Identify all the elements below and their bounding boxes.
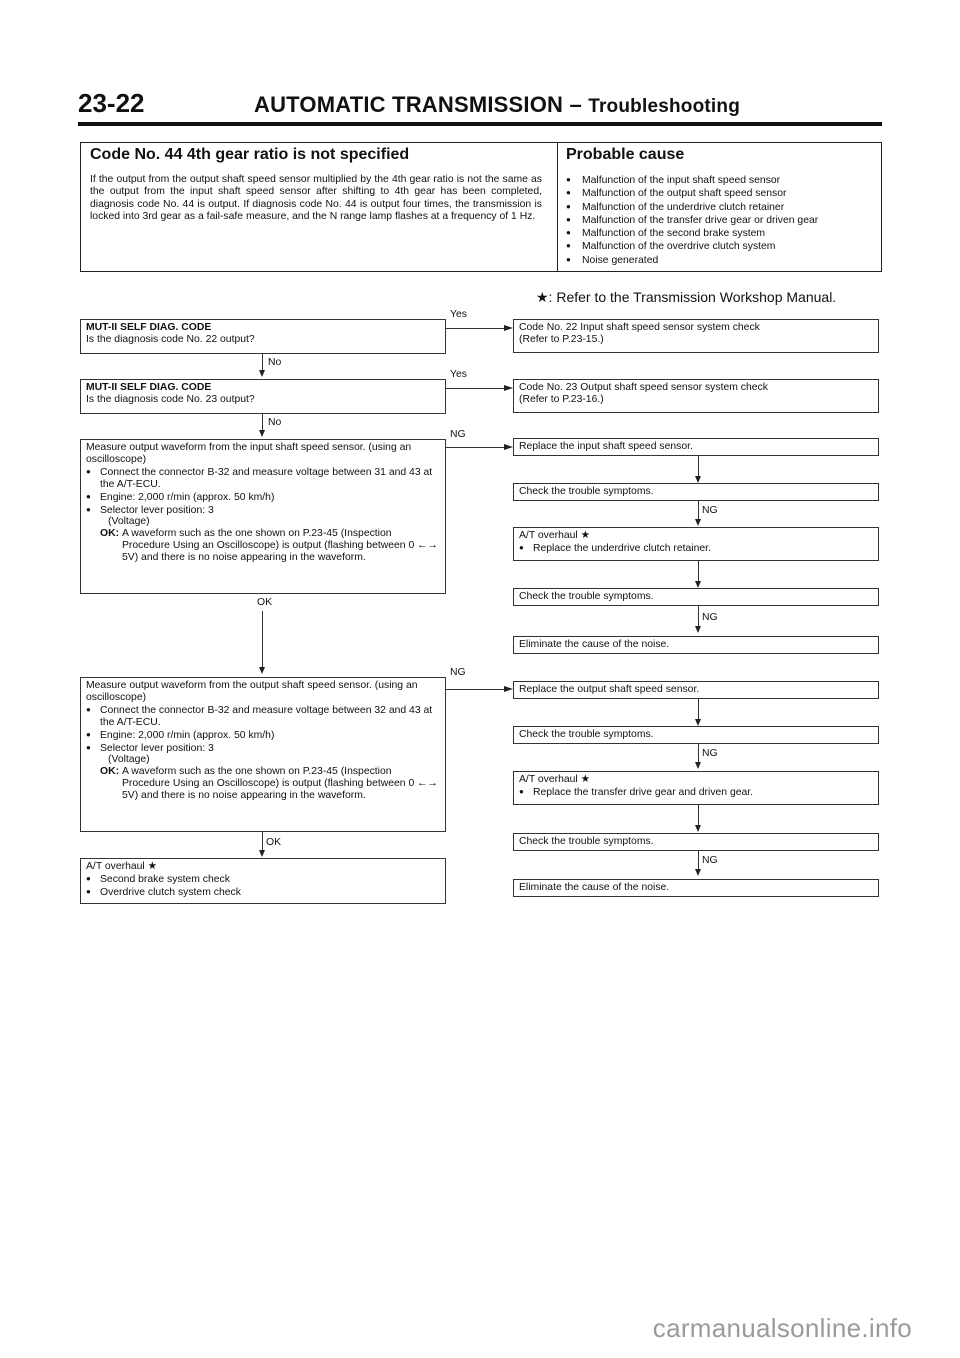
overhaul-item: ● Replace the transfer drive gear and driven gear. <box>519 786 873 799</box>
cause-item: ● Malfunction of the overdrive clutch system <box>566 240 878 253</box>
yes-label: Yes <box>450 369 467 380</box>
step4-ok-text: A waveform such as the one shown on P.23-45 (Inspection Procedure Using an Oscilloscope) is output (flashing between 0 ←→ 5V) and there is no noise appearing in the waveform. <box>122 766 438 802</box>
connector <box>446 388 506 389</box>
arrow-right-icon <box>504 686 513 692</box>
arrow-right-icon <box>504 325 513 331</box>
cause-item: ● Malfunction of the transfer drive gear or driven gear <box>566 214 878 227</box>
probable-cause-title: Probable cause <box>566 146 685 163</box>
arrow-down-icon <box>695 581 701 588</box>
check-symptoms-box: Check the trouble symptoms. <box>513 726 879 744</box>
arrow-down-icon <box>259 370 265 377</box>
step4-bullet: ● Connect the connector B-32 and measure voltage between 32 and 43 at the A/T-ECU. <box>86 704 440 729</box>
ng-label: NG <box>702 612 718 623</box>
ok-label: OK <box>266 837 282 848</box>
step2-title: MUT-II SELF DIAG. CODE <box>86 382 212 393</box>
probable-cause-list <box>566 174 878 267</box>
ng-label: NG <box>702 748 718 759</box>
eliminate-noise-box: Eliminate the cause of the noise. <box>513 636 879 654</box>
arrow-down-icon <box>695 626 701 633</box>
step1-yes-line1: Code No. 22 Input shaft speed sensor system check <box>519 322 760 333</box>
step4-voltage: (Voltage) <box>108 754 150 766</box>
step4-bullet: ● Engine: 2,000 r/min (approx. 50 km/h) <box>86 729 440 742</box>
arrow-down-icon <box>695 762 701 769</box>
ng-label: NG <box>450 429 466 440</box>
arrow-down-icon <box>695 869 701 876</box>
check-symptoms-box: Check the trouble symptoms. <box>513 588 879 606</box>
step3-ok-text: A waveform such as the one shown on P.23-45 (Inspection Procedure Using an Oscilloscope) is output (flashing between 0 ←→ 5V) and there is no noise appearing in the waveform. <box>122 528 438 564</box>
step2-yes-line1: Code No. 23 Output shaft speed sensor system check <box>519 382 768 393</box>
section-dash: – <box>563 92 589 117</box>
final-item: ● Second brake system check <box>86 873 440 886</box>
step4-ok-label: OK: <box>100 766 120 778</box>
step3-ok <box>86 528 440 564</box>
check-symptoms-box: Check the trouble symptoms. <box>513 483 879 501</box>
connector <box>698 561 699 583</box>
overhaul-title: A/T overhaul ★ <box>519 774 590 785</box>
final-item: ● Overdrive clutch system check <box>86 886 440 899</box>
step1-box <box>80 319 446 354</box>
arrow-right-icon <box>504 444 513 450</box>
connector <box>698 699 699 721</box>
step4-bullet: ● Selector lever position: 3 <box>86 742 440 755</box>
step3-bullet: ● Engine: 2,000 r/min (approx. 50 km/h) <box>86 491 440 504</box>
connector <box>698 744 699 764</box>
page-number: 23-22 <box>78 88 145 118</box>
final-title: A/T overhaul ★ <box>86 861 157 872</box>
replace-input-sensor-box: Replace the input shaft speed sensor. <box>513 438 879 456</box>
step2-yes-box <box>513 379 879 413</box>
step1-question: Is the diagnosis code No. 22 output? <box>86 333 255 345</box>
cause-item: ● Malfunction of the underdrive clutch retainer <box>566 201 878 214</box>
code-title: Code No. 44 4th gear ratio is not specified <box>90 146 410 163</box>
ng-label: NG <box>450 667 466 678</box>
ng-label: NG <box>702 855 718 866</box>
connector <box>446 689 506 690</box>
step2-yes-line2: (Refer to P.23-16.) <box>519 393 604 405</box>
eliminate-noise-box: Eliminate the cause of the noise. <box>513 879 879 897</box>
step1-title: MUT-II SELF DIAG. CODE <box>86 322 212 333</box>
overhaul-box-1 <box>513 527 879 561</box>
connector <box>262 832 263 852</box>
yes-label: Yes <box>450 309 467 320</box>
arrow-down-icon <box>259 430 265 437</box>
column-divider <box>557 143 558 271</box>
step4-intro: Measure output waveform from the output shaft speed sensor. (using an oscilloscope) <box>86 680 418 703</box>
overhaul-box-2 <box>513 771 879 805</box>
arrow-down-icon <box>259 850 265 857</box>
section-name: AUTOMATIC TRANSMISSION <box>254 92 564 117</box>
code-description: If the output from the output shaft speed sensor multiplied by the 4th gear ratio is not the same as the output from the input shaft speed sensor after shifting to 4th gear has been completed, diagnosis code No. 44 is output. If diagnosis code No. 44 is output four times, the transmission is locked into 3rd gear as a fail-safe measure, and the N range lamp flashes at a frequency of 1 Hz. <box>90 174 542 222</box>
arrow-right-icon <box>504 385 513 391</box>
overhaul-item: ● Replace the underdrive clutch retainer. <box>519 542 873 555</box>
overhaul-title: A/T overhaul ★ <box>519 530 590 541</box>
step2-question: Is the diagnosis code No. 23 output? <box>86 393 255 405</box>
arrow-down-icon <box>695 476 701 483</box>
cause-item: ● Malfunction of the input shaft speed sensor <box>566 174 878 187</box>
step2-box <box>80 379 446 414</box>
step1-yes-line2: (Refer to P.23-15.) <box>519 333 604 345</box>
ok-label: OK <box>257 597 273 608</box>
step3-voltage: (Voltage) <box>108 516 150 528</box>
no-label: No <box>268 357 282 368</box>
workshop-manual-note: ★: Refer to the Transmission Workshop Manual. <box>536 289 837 305</box>
header-rule <box>78 122 882 126</box>
connector <box>698 501 699 521</box>
step3-bullet: ● Connect the connector B-32 and measure voltage between 31 and 43 at the A/T-ECU. <box>86 466 440 491</box>
connector <box>446 447 506 448</box>
connector <box>698 606 699 628</box>
section-title <box>254 92 740 118</box>
connector <box>262 611 263 669</box>
connector <box>698 456 699 478</box>
connector <box>698 805 699 827</box>
final-overhaul-box <box>80 858 446 904</box>
step3-box <box>80 439 446 594</box>
section-subtitle: Troubleshooting <box>588 96 741 117</box>
connector <box>698 851 699 871</box>
arrow-down-icon <box>695 719 701 726</box>
no-label: No <box>268 417 282 428</box>
step3-intro: Measure output waveform from the input shaft speed sensor. (using an oscilloscope) <box>86 442 412 465</box>
check-symptoms-box: Check the trouble symptoms. <box>513 833 879 851</box>
step4-box <box>80 677 446 832</box>
cause-item: ● Noise generated <box>566 254 878 267</box>
arrow-down-icon <box>259 667 265 674</box>
watermark: carmanualsonline.info <box>652 1313 912 1343</box>
connector <box>446 328 506 329</box>
step3-ok-label: OK: <box>100 528 120 540</box>
step4-ok <box>86 766 440 802</box>
step1-yes-box <box>513 319 879 353</box>
ng-label: NG <box>702 505 718 516</box>
replace-output-sensor-box: Replace the output shaft speed sensor. <box>513 681 879 699</box>
step3-bullet: ● Selector lever position: 3 <box>86 504 440 517</box>
cause-item: ● Malfunction of the second brake system <box>566 227 878 240</box>
arrow-down-icon <box>695 825 701 832</box>
cause-item: ● Malfunction of the output shaft speed sensor <box>566 187 878 200</box>
arrow-down-icon <box>695 519 701 526</box>
